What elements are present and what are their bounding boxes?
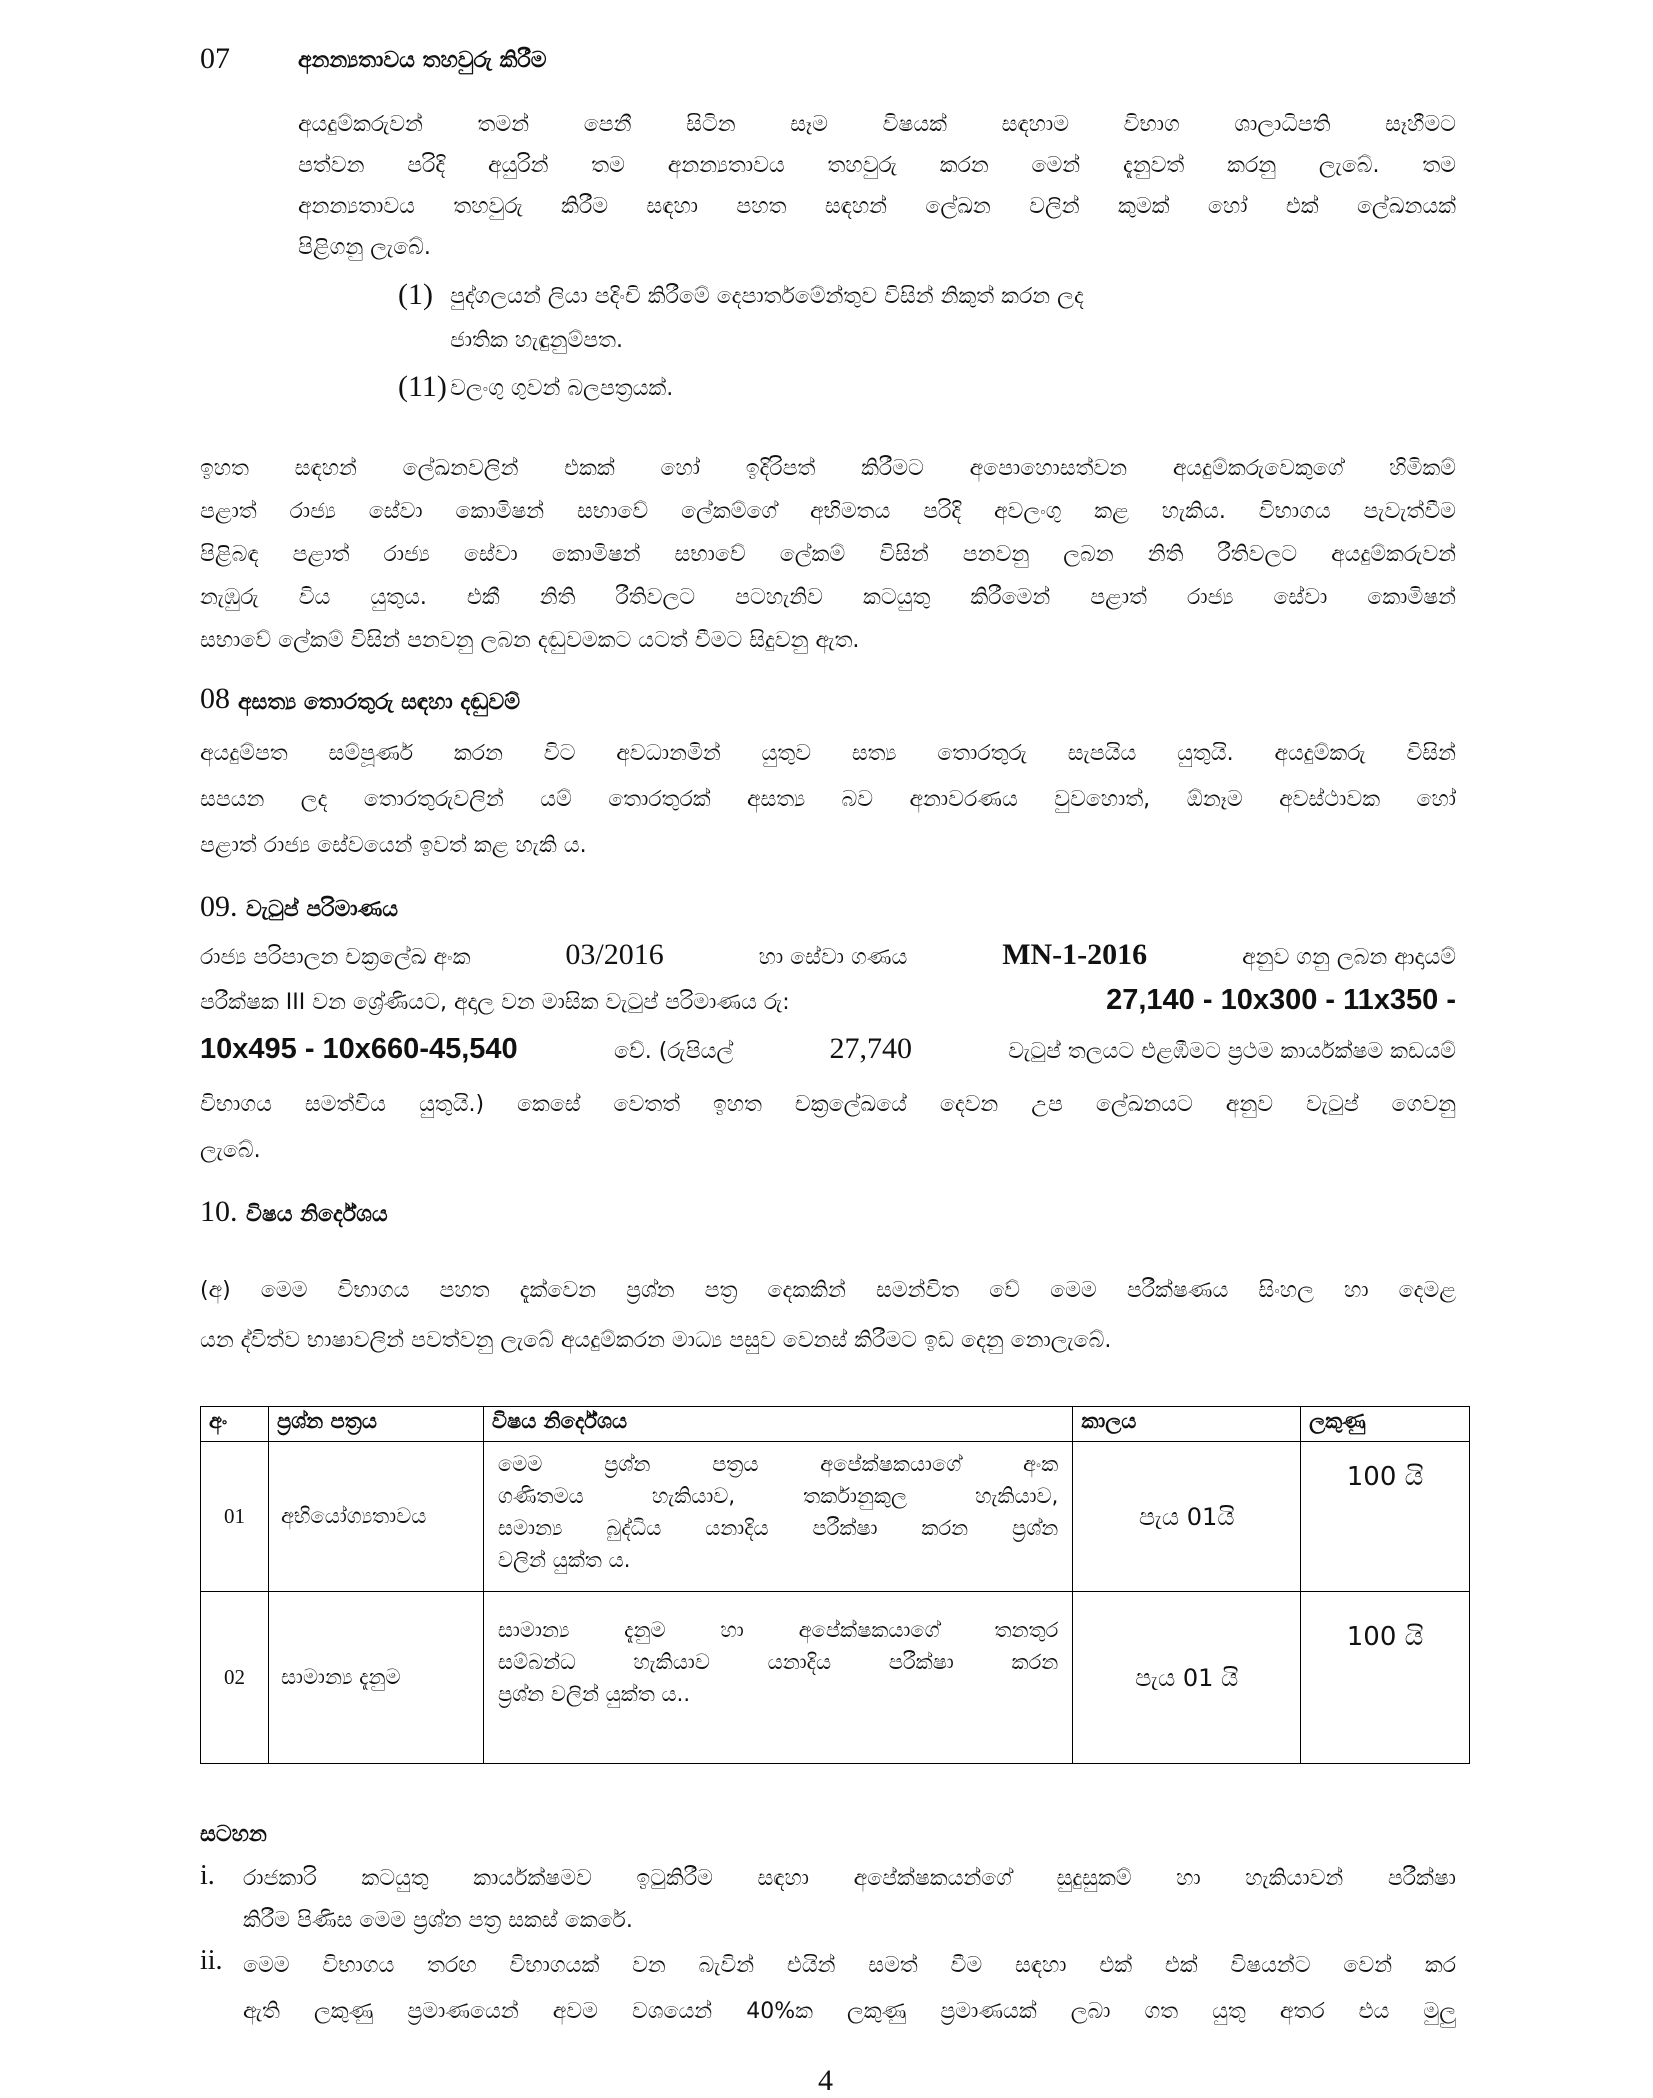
row-no: 02 <box>201 1592 269 1764</box>
para-line: පළාත් රාජ්‍ය සේවා කොමිෂන් සභාවේ ලේකම්ගේ අභිමතය පරිදි අවලංගු කළ හැකිය. විභාගය පැවැත්වීම <box>200 499 1456 524</box>
salary-scale-part-1: 27,140 - 10x300 - 11x350 - <box>1106 984 1456 1016</box>
header-syllabus: විෂය නිර්දේශය <box>483 1407 1072 1442</box>
desc-line: ප්‍රශ්න වලින් යුක්ත ය.. <box>497 1682 691 1706</box>
salary-text: වේ. (රුපියල් <box>613 1039 734 1064</box>
service-code: MN-1-2016 <box>1002 938 1148 971</box>
salary-text: වැටුප් තලයට එළඹීමට ප්‍රථම කාර්යක්ෂම කඩයම් <box>1008 1039 1456 1064</box>
section-08-paragraph <box>200 731 1456 869</box>
id-item-1-text-cont: ජාතික හැඳුනුම්පත. <box>450 328 623 353</box>
row-description <box>483 1592 1072 1764</box>
section-07-paragraph-2 <box>200 447 1456 662</box>
para-line: ලැබේ. <box>200 1138 261 1163</box>
page-number: 4 <box>818 2064 833 2097</box>
row-marks: 100 යි <box>1301 1442 1470 1592</box>
para-line: ඉහත සඳහන් ලේඛනවලින් එකක් හෝ ඉදිරිපත් කිරීමට අපොහොසත්වන අයදුම්කරුවෙකුගේ හිමිකම් <box>200 456 1456 481</box>
para-line: අයදුම්කරුවන් තමන් පෙනී සිටින සෑම විෂයක් සඳහාම විභාග ශාලාධිපති සෑහීමට <box>298 112 1456 137</box>
section-09-heading: වැටුප් පරිමාණය <box>246 897 399 922</box>
row-paper: සාමාන්‍ය දැනුම <box>268 1592 483 1764</box>
header-no: අං <box>201 1407 269 1442</box>
para-line: යන ද්විත්ව භාෂාවලින් පවත්වනු ලැබේ අයදුම්කරන මාධ්‍ය පසුව වෙනස් කිරීමට ඉඩ දෙනු නොලැබේ. <box>200 1328 1112 1353</box>
salary-text: රාජ්‍ය පරිපාලන චක්‍රලේඛ අංක <box>200 945 471 970</box>
id-item-1-marker: (1) <box>398 278 433 311</box>
row-no: 01 <box>201 1442 269 1592</box>
section-09-number: 09. <box>200 890 238 923</box>
desc-line: මෙම ප්‍රශ්න පත්‍රය අපේක්ෂකයාගේ අංක <box>497 1452 1059 1476</box>
para-line: අයදුම්පත සම්පූර්ණ කරන විට අවධානමින් යුතුව සත්‍ය තොරතුරු සැපයිය යුතුයි. අයදුම්කරු විසින් <box>200 741 1456 766</box>
salary-scale-part-2: 10x495 - 10x660-45,540 <box>200 1033 518 1065</box>
para-line: පිළිගනු ලැබේ. <box>298 235 431 260</box>
section-08-number: 08 <box>200 682 230 715</box>
note-line: රාජකාරි කටයුතු කාර්යක්ෂමව ඉටුකිරීම සඳහා අපේක්ෂකයන්ගේ සුදුසුකම් හා හැකියාවන් පරීක්ෂා <box>243 1866 1456 1891</box>
section-07-paragraph <box>298 104 1456 268</box>
table-row <box>201 1442 1470 1592</box>
note-line: ඇති ලකුණු ප්‍රමාණයෙන් අවම වශයෙන් 40%ක ලකුණු ප්‍රමාණයක් ලබා ගත යුතු අතර එය මුලු <box>243 1999 1456 2024</box>
para-line: අනන්‍යතාවය තහවුරු කිරීම සඳහා පහත සඳහන් ලේඛන වලින් කුමක් හෝ එක් ලේඛනයක් <box>298 194 1456 219</box>
desc-line: වලින් යුක්ත ය. <box>497 1548 631 1572</box>
header-time: කාලය <box>1073 1407 1301 1442</box>
section-10-heading: විෂය නිර්දේශය <box>246 1202 388 1227</box>
note-1-marker: i. <box>200 1860 215 1891</box>
id-item-2-text: වලංගු ගුවන් බලපත්‍රයක්. <box>450 376 674 401</box>
row-description <box>483 1442 1072 1592</box>
salary-line-1 <box>200 938 1456 972</box>
para-line: පිළිබඳ පළාත් රාජ්‍ය සේවා කොමිෂන් සභාවේ ලේකම් විසින් පනවනු ලබන නිති රීතිවලට අයදුම්කරුවන් <box>200 542 1456 567</box>
row-time: පැය 01 යි <box>1073 1592 1301 1764</box>
section-07-number: 07 <box>200 42 230 75</box>
para-line: පළාත් රාජ්‍ය සේවයෙන් ඉවත් කළ හැකි ය. <box>200 833 587 858</box>
para-line: සභාවේ ලේකම් විසින් පනවනු ලබන දඬුවමකට යටත් වීමට සිදුවනු ඇත. <box>200 628 860 653</box>
para-line: නැඹුරු විය යුතුය. එකී නිති රීතිවලට පටහැනිව කටයුතු කිරීමෙන් පළාත් රාජ්‍ය සේවා කොමිෂන් <box>200 585 1456 610</box>
para-line: විභාගය සමත්විය යුතුයි.) කෙසේ වෙතත් ඉහත චක්‍රලේඛයේ දෙවන උප ලේඛනයට අනුව වැටුප් ගෙවනු <box>200 1092 1456 1117</box>
table-row <box>201 1592 1470 1764</box>
para-line: සපයන ලද තොරතුරුවලින් යම් තොරතුරක් අසත්‍ය බව අනාවරණය වුවහොත්, ඕනෑම අවස්ථාවක හෝ <box>200 787 1456 812</box>
notes-heading: සටහන <box>200 1822 267 1847</box>
desc-line: සාමාන්‍ය දැනුම හා අපේක්ෂකයාගේ තනතුර <box>497 1618 1059 1642</box>
note-2-text <box>243 1943 1456 2035</box>
salary-text: පරීක්ෂක III වන ශ්‍රේණියට, අදාල වන මාසික වැටුප් පරිමාණය රු: <box>200 990 790 1015</box>
section-10-number: 10. <box>200 1195 238 1228</box>
para-line: (අ) මෙම විභාගය පහත දැක්වෙන ප්‍රශ්න පත්‍ර දෙකකින් සමන්විත වේ මෙම පරීක්ෂණය සිංහල හා දෙමළ <box>200 1278 1456 1303</box>
salary-text: හා සේවා ගණය <box>758 945 908 970</box>
circular-number: 03/2016 <box>565 938 664 971</box>
note-2-marker: ii. <box>200 1945 223 1976</box>
note-1-text <box>243 1858 1456 1942</box>
note-line: මෙම විභාගය තරඟ විභාගයක් වන බැවින් එයින් සමත් වීම සඳහා එක් එක් විෂයන්ට වෙන් කර <box>243 1953 1456 1978</box>
salary-line-2 <box>200 984 1456 1017</box>
id-item-1-text: පුද්ගලයන් ලියා පදිංචි කිරීමේ දෙපාර්තමේන්තුව විසින් නිකුත් කරන ලද <box>450 284 1084 309</box>
desc-line: සම්බන්ධ හැකියාව යනාදිය පරීක්ෂා කරන <box>497 1650 1059 1674</box>
salary-paragraph-end <box>200 1082 1456 1174</box>
syllabus-table <box>200 1406 1470 1764</box>
para-line: පත්වන පරිදි අයුරින් තම අනන්‍යතාවය තහවුරු කරන මෙන් දැනුවත් කරනු ලැබේ. තම <box>298 153 1456 178</box>
row-marks: 100 යි <box>1301 1592 1470 1764</box>
section-07-heading: අනන්‍යතාවය තහවුරු කිරීම <box>298 48 547 73</box>
row-time: පැය 01යි <box>1073 1442 1301 1592</box>
table-header-row <box>201 1407 1470 1442</box>
header-marks: ලකුණු <box>1301 1407 1470 1442</box>
section-08-heading: අසත්‍ය තොරතුරු සඳහා දඬුවම් <box>238 690 521 715</box>
note-line: කිරීම පිණිස මෙම ප්‍රශ්න පත්‍ර සකස් කෙරේ. <box>243 1908 633 1933</box>
salary-text: අනුව ගනු ලබන ආදායම් <box>1242 945 1456 970</box>
desc-line: සමාන්‍ය බුද්ධිය යනාදිය පරීක්ෂා කරන ප්‍රශ්න <box>497 1516 1059 1540</box>
salary-line-3 <box>200 1032 1456 1066</box>
desc-line: ගණිතමය හැකියාව, තර්කානුකුල හැකියාව, <box>497 1484 1059 1508</box>
salary-amount: 27,740 <box>829 1032 912 1065</box>
row-paper: අභියෝග්‍යතාවය <box>268 1442 483 1592</box>
id-item-2-marker: (11) <box>398 370 447 403</box>
section-10-paragraph <box>200 1266 1456 1366</box>
header-paper: ප්‍රශ්න පත්‍රය <box>268 1407 483 1442</box>
